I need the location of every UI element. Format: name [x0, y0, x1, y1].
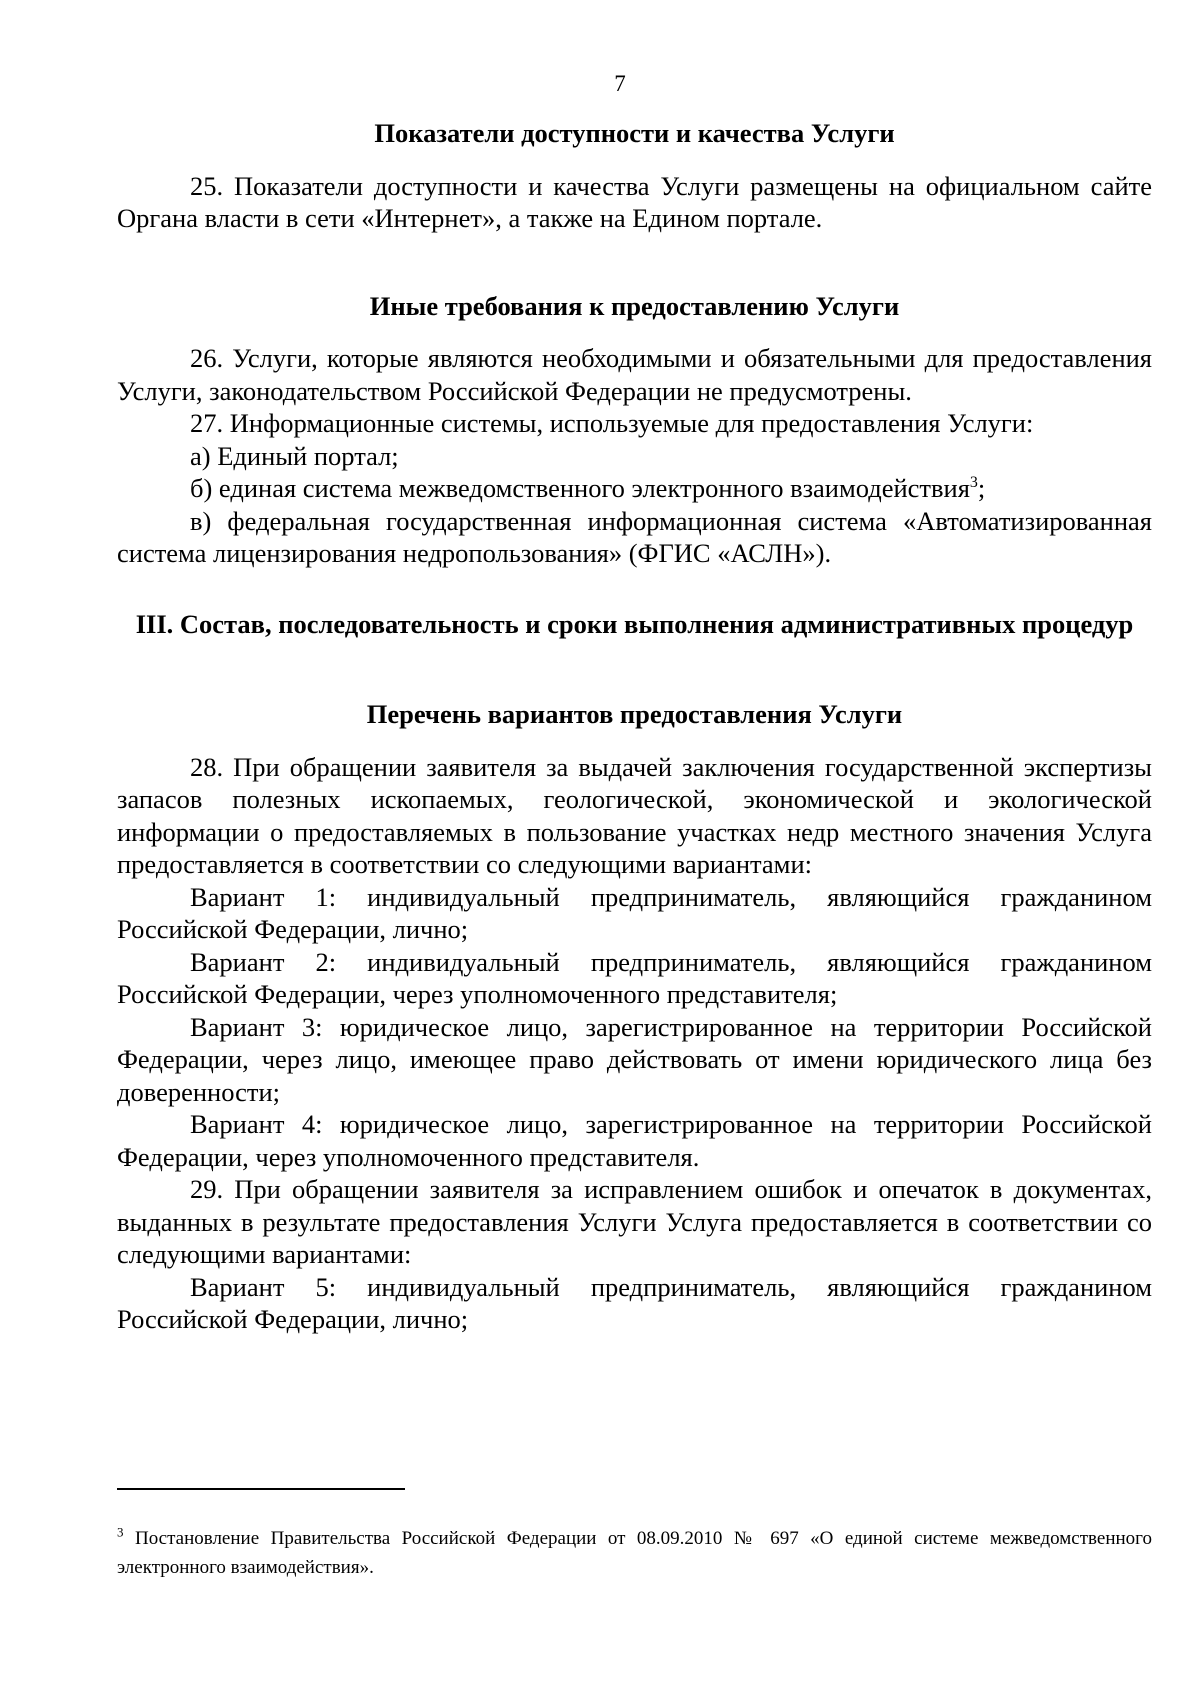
- page-number: 7: [614, 71, 626, 96]
- variant-1: Вариант 1: индивидуальный предприниматель, являющийся гражданином Российской Федерации, лично;: [117, 881, 1152, 944]
- paragraph-26: 26. Услуги, которые являются необходимыми и обязательными для предоставления Услуги, законодательством Российской Федерации не предусмотрены.: [117, 343, 1152, 406]
- paragraph-29: 29. При обращении заявителя за исправлением ошибок и опечаток в документах, выданных в результате предоставления Услуги Услуга предоставляется в соответствии со следующими вариантами:: [117, 1174, 1152, 1269]
- paragraph-27-b-text: б) единая система межведомственного электронного взаимодействия: [190, 473, 970, 503]
- variant-2: Вариант 2: индивидуальный предприниматель, являющийся гражданином Российской Федерации, через уполномоченного представителя;: [117, 946, 1152, 1009]
- chapter-heading-iii: III. Состав, последовательность и сроки выполнения административных процедур: [135, 608, 1134, 639]
- footnote-marker: 3: [117, 1524, 124, 1540]
- paragraph-27: 27. Информационные системы, используемые для предоставления Услуги:: [190, 408, 1034, 438]
- paragraph-25: 25. Показатели доступности и качества Услуги размещены на официальном сайте Органа власти в сети «Интернет», а также на Едином портале.: [117, 170, 1152, 233]
- footnote: [117, 1524, 1152, 1582]
- paragraph-27-b-end: ;: [977, 473, 986, 503]
- footnote-reference: 3: [969, 474, 978, 492]
- section-heading-other-requirements: Иные требования к предоставлению Услуги: [369, 290, 900, 321]
- footnote-text: Постановление Правительства Российской Федерации от 08.09.2010 № 697 «О единой системе межведомственного электронного взаимодействия».: [117, 1528, 1152, 1578]
- paragraph-27-b: [117, 472, 1152, 505]
- variant-5: Вариант 5: индивидуальный предприниматель, являющийся гражданином Российской Федерации, лично;: [117, 1271, 1152, 1334]
- section-heading-availability: Показатели доступности и качества Услуги: [374, 118, 895, 148]
- footnote-divider: [117, 1488, 405, 1490]
- variant-3: Вариант 3: юридическое лицо, зарегистрированное на территории Российской Федерации, через лицо, имеющее право действовать от имени юридического лица без доверенности;: [117, 1011, 1152, 1107]
- variant-4: Вариант 4: юридическое лицо, зарегистрированное на территории Российской Федерации, через уполномоченного представителя.: [117, 1109, 1152, 1172]
- paragraph-27-c: в) федеральная государственная информационная система «Автоматизированная система лицензирования недропользования» (ФГИС «АСЛН»).: [117, 505, 1152, 568]
- section-heading-variants: Перечень вариантов предоставления Услуги: [366, 699, 903, 729]
- paragraph-27-a: а) Единый портал;: [190, 440, 399, 471]
- document-body: [117, 117, 1152, 1336]
- paragraph-28: 28. При обращении заявителя за выдачей заключения государственной экспертизы запасов полезных ископаемых, геологической, экономической и экологической информации о предоставляемых в пользование участках недр местного значения Услуга предоставляется в соответствии со следующими вариантами:: [117, 751, 1152, 879]
